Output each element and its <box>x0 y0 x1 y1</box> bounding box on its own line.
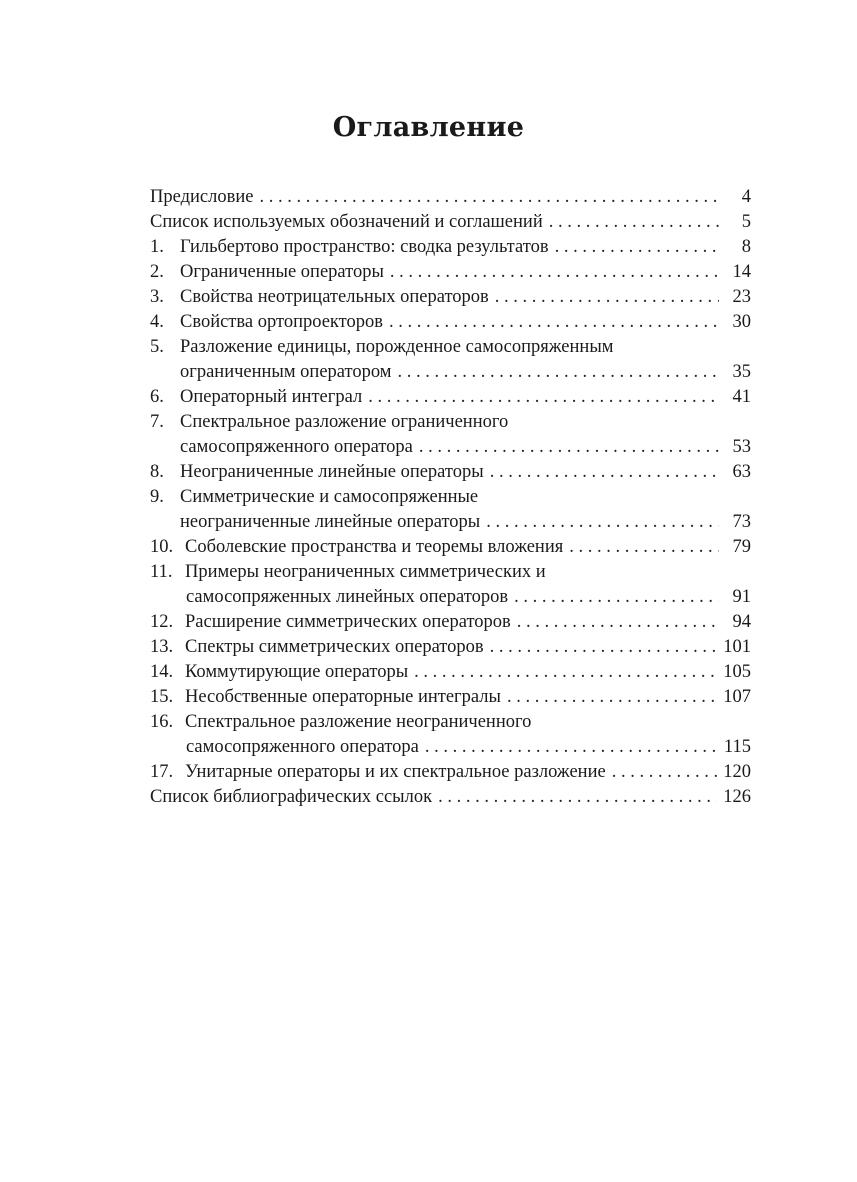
toc-line <box>150 460 751 485</box>
toc-entry-title: Примеры неограниченных симметрических и <box>185 562 546 582</box>
toc-entry-title: Предисловие <box>150 187 254 207</box>
toc-line <box>150 510 751 535</box>
toc-line <box>150 410 751 435</box>
dot-leader <box>555 235 719 260</box>
toc-line <box>150 685 751 710</box>
table-of-contents <box>150 185 751 810</box>
toc-entry[interactable] <box>150 610 751 635</box>
dot-leader <box>414 660 717 685</box>
toc-entry[interactable] <box>150 760 751 785</box>
dot-leader <box>495 285 719 310</box>
dot-leader <box>389 310 719 335</box>
toc-line <box>150 435 751 460</box>
toc-entry-number: 11. <box>150 562 173 582</box>
toc-entry[interactable] <box>150 535 751 560</box>
toc-entry-number: 5. <box>150 337 164 357</box>
toc-entry-number: 6. <box>150 387 164 407</box>
toc-entry-number: 8. <box>150 462 164 482</box>
dot-leader <box>517 610 719 635</box>
toc-line <box>150 760 751 785</box>
toc-line <box>150 485 751 510</box>
toc-page-number: 53 <box>732 437 751 457</box>
dot-leader <box>438 785 717 810</box>
dot-leader <box>490 460 719 485</box>
toc-entry[interactable] <box>150 235 751 260</box>
toc-entry-title: Свойства ортопроекторов <box>180 312 383 332</box>
toc-entry-number: 10. <box>150 537 174 557</box>
toc-entry-number: 15. <box>150 687 174 707</box>
toc-entry-title: Несобственные операторные интегралы <box>185 687 501 707</box>
toc-page-number: 14 <box>732 262 751 282</box>
toc-entry-number: 13. <box>150 637 174 657</box>
dot-leader <box>486 510 719 535</box>
toc-entry[interactable] <box>150 460 751 485</box>
toc-line <box>150 260 751 285</box>
toc-page-number: 94 <box>732 612 751 632</box>
toc-line <box>150 785 751 810</box>
toc-entry-title: Унитарные операторы и их спектральное разложение <box>185 762 606 782</box>
toc-page-number: 4 <box>741 187 751 207</box>
toc-entry-title: Ограниченные операторы <box>180 262 384 282</box>
toc-line <box>150 710 751 735</box>
dot-leader <box>514 585 719 610</box>
toc-line <box>150 310 751 335</box>
toc-line <box>150 660 751 685</box>
toc-entry[interactable] <box>150 785 751 810</box>
toc-entry-number: 16. <box>150 712 174 732</box>
page-title: Оглавление <box>332 112 525 143</box>
toc-entry-title: Список используемых обозначений и соглашений <box>150 212 543 232</box>
toc-page-number: 23 <box>732 287 751 307</box>
toc-entry-title: Свойства неотрицательных операторов <box>180 287 489 307</box>
toc-page-number: 126 <box>723 787 751 807</box>
toc-entry[interactable] <box>150 685 751 710</box>
toc-entry-number: 1. <box>150 237 164 257</box>
toc-entry[interactable] <box>150 485 751 535</box>
toc-page-number: 91 <box>732 587 751 607</box>
toc-line <box>150 285 751 310</box>
toc-line <box>150 185 751 210</box>
toc-entry-title: Спектральное разложение ограниченного <box>180 412 509 432</box>
toc-line <box>150 335 751 360</box>
toc-entry-title: Спектральное разложение неограниченного <box>185 712 532 732</box>
toc-entry[interactable] <box>150 660 751 685</box>
toc-entry-number: 9. <box>150 487 164 507</box>
toc-entry-title: Спектры симметрических операторов <box>185 637 484 657</box>
toc-line <box>150 560 751 585</box>
toc-page-number: 120 <box>723 762 751 782</box>
dot-leader <box>507 685 717 710</box>
dot-leader <box>390 260 719 285</box>
toc-entry-number: 14. <box>150 662 174 682</box>
toc-page-number: 73 <box>732 512 751 532</box>
toc-line <box>150 385 751 410</box>
toc-entry-title: Коммутирующие операторы <box>185 662 409 682</box>
toc-page-number: 101 <box>723 637 751 657</box>
toc-entry[interactable] <box>150 260 751 285</box>
toc-entry-title: Неограниченные линейные операторы <box>180 462 484 482</box>
dot-leader <box>259 185 719 210</box>
toc-line <box>150 610 751 635</box>
toc-entry-title: ограниченным оператором <box>180 362 392 382</box>
toc-entry[interactable] <box>150 410 751 460</box>
toc-line <box>150 360 751 385</box>
dot-leader <box>397 360 719 385</box>
toc-page-number: 41 <box>732 387 751 407</box>
toc-entry-title: Разложение единицы, порожденное самосопряженным <box>180 337 614 357</box>
toc-entry-title: Список библиографических ссылок <box>150 787 433 807</box>
dot-leader <box>425 735 718 760</box>
toc-entry[interactable] <box>150 185 751 210</box>
toc-page-number: 115 <box>723 737 751 757</box>
toc-page-number: 35 <box>732 362 751 382</box>
toc-entry-title: Операторный интеграл <box>180 387 363 407</box>
toc-page-number: 5 <box>741 212 751 232</box>
toc-entry-number: 3. <box>150 287 164 307</box>
toc-line <box>150 235 751 260</box>
toc-entry[interactable] <box>150 560 751 610</box>
toc-page-number: 63 <box>732 462 751 482</box>
toc-entry-title: самосопряженного оператора <box>186 737 419 757</box>
dot-leader <box>549 210 719 235</box>
toc-entry[interactable] <box>150 210 751 235</box>
toc-entry[interactable] <box>150 335 751 385</box>
toc-entry[interactable] <box>150 310 751 335</box>
toc-entry-number: 17. <box>150 762 174 782</box>
toc-line <box>150 735 751 760</box>
toc-entry-number: 7. <box>150 412 164 432</box>
dot-leader <box>569 535 719 560</box>
toc-entry-title: самосопряженного оператора <box>180 437 413 457</box>
dot-leader <box>419 435 719 460</box>
toc-line <box>150 585 751 610</box>
toc-entry-title: Соболевские пространства и теоремы вложения <box>185 537 564 557</box>
toc-page-number: 8 <box>741 237 751 257</box>
toc-page-number: 105 <box>723 662 751 682</box>
toc-entry-number: 4. <box>150 312 164 332</box>
toc-line <box>150 635 751 660</box>
toc-entry-title: самосопряженных линейных операторов <box>186 587 509 607</box>
toc-entry-number: 2. <box>150 262 164 282</box>
toc-entry[interactable] <box>150 285 751 310</box>
toc-entry-title: Гильбертово пространство: сводка результатов <box>180 237 549 257</box>
toc-entry-number: 12. <box>150 612 174 632</box>
toc-line <box>150 535 751 560</box>
toc-page-number: 107 <box>723 687 751 707</box>
toc-line <box>150 210 751 235</box>
dot-leader <box>612 760 718 785</box>
toc-entry[interactable] <box>150 635 751 660</box>
toc-entry[interactable] <box>150 385 751 410</box>
dot-leader <box>368 385 719 410</box>
toc-entry-title: неограниченные линейные операторы <box>180 512 481 532</box>
toc-entry-title: Расширение симметрических операторов <box>185 612 511 632</box>
dot-leader <box>490 635 718 660</box>
toc-entry-title: Симметрические и самосопряженные <box>180 487 479 507</box>
toc-page-number: 30 <box>732 312 751 332</box>
toc-page-number: 79 <box>732 537 751 557</box>
toc-entry[interactable] <box>150 710 751 760</box>
